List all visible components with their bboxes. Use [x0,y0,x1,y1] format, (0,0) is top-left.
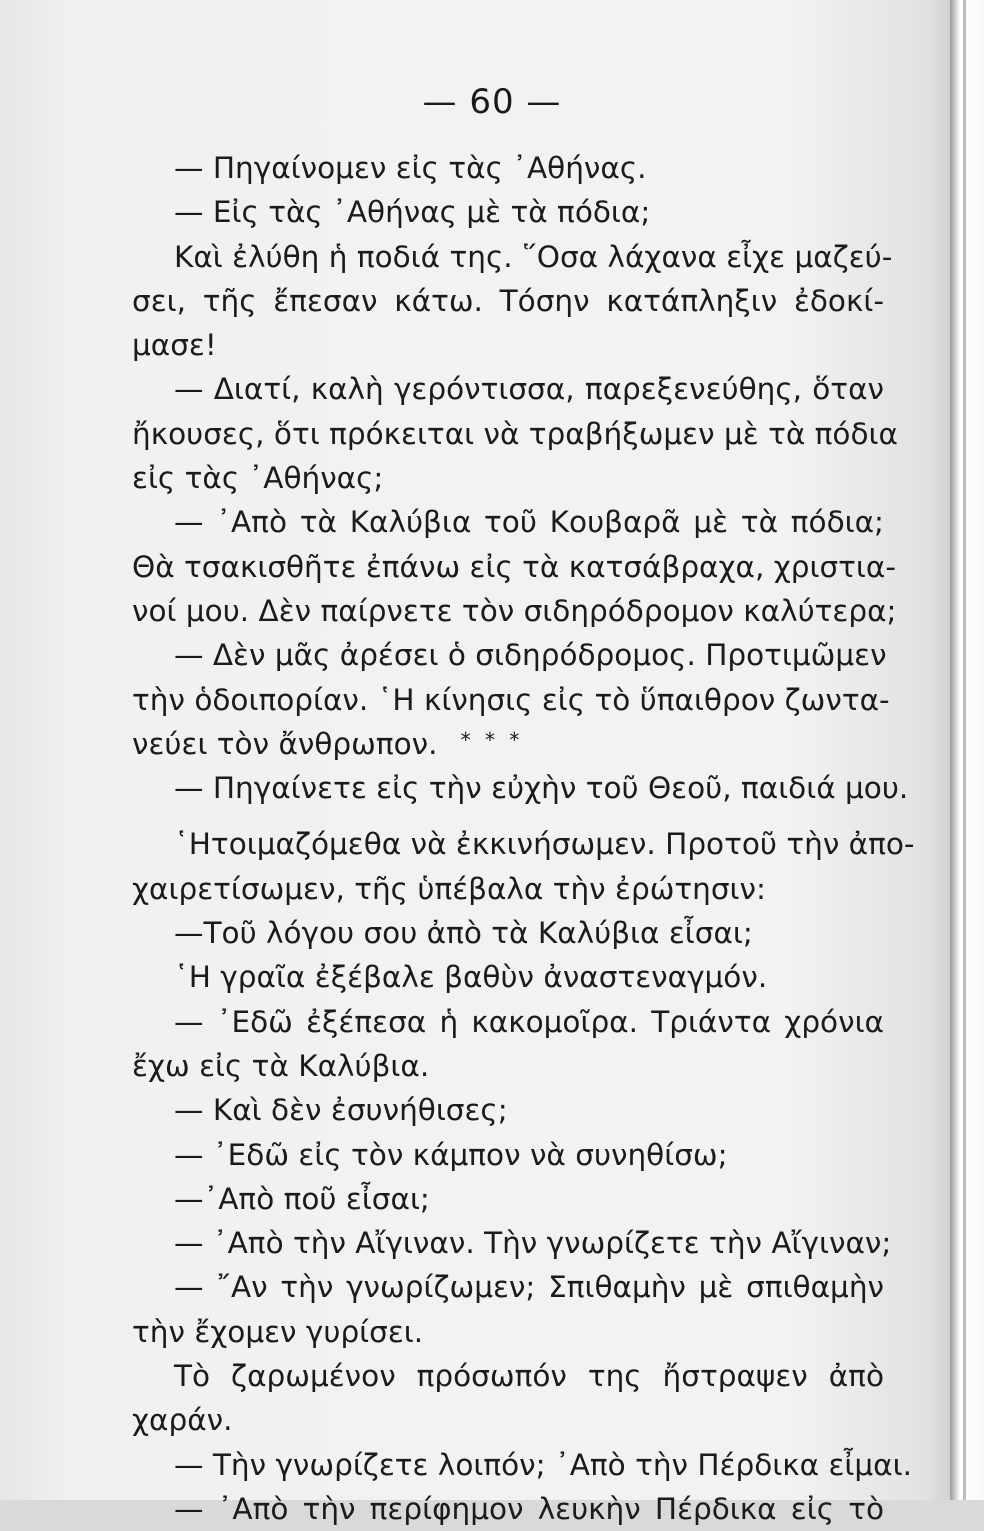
text-line: χαιρετίσωμεν, τῆς ὑπέβαλα τὴν ἐρώτησιν: [132,871,766,906]
text-line: ῾Ητοιμαζόμεθα νὰ ἐκκινήσωμεν. Προτοῦ τὴν ἀπο- [174,827,915,862]
text-line: — ᾿Απὸ τὰ Καλύβια τοῦ Κουβαρᾶ μὲ τὰ πόδια; [174,505,884,540]
text-line: ῾Η γραῖα ἐξέβαλε βαθὺν ἀναστεναγμόν. [174,960,768,995]
spine-shadow-line [963,0,966,1500]
text-line: Θὰ τσακισθῆτε ἐπάνω εἰς τὰ κατσάβραχα, χριστια- [132,549,897,584]
text-line: —᾿Απὸ ποῦ εἶσαι; [174,1181,430,1216]
text-line: ἤκουσες, ὅτι πρόκειται νὰ τραβήξωμεν μὲ τὰ πόδια [132,416,898,451]
body-text [132,146,915,1531]
text-line: — ᾿Απὸ τὴν Αἴγιναν. Τὴν γνωρίζετε τὴν Αἴγιναν; [174,1226,892,1261]
text-line: — ῎Αν τὴν γνωρίζωμεν; Σπιθαμὴν μὲ σπιθαμὴν [174,1270,884,1305]
page-spine-edge [950,0,984,1500]
text-line: — Εἰς τὰς ᾿Αθήνας μὲ τὰ πόδια; [174,195,651,230]
section-separator: * * * [460,728,524,752]
page-number: — 60 — [422,82,562,122]
text-line: σει, τῆς ἔπεσαν κάτω. Τόσην κατάπληξιν ἐδοκί- [132,283,884,318]
text-line: — Καὶ δὲν ἐσυνήθισες; [174,1093,508,1128]
text-line: —Τοῦ λόγου σου ἀπὸ τὰ Καλύβια εἶσαι; [174,916,753,951]
text-line: — ᾿Απὸ τὴν περίφημον λευκὴν Πέρδικα εἰς τὸ [174,1491,884,1526]
text-line: — Πηγαίνετε εἰς τὴν εὐχὴν τοῦ Θεοῦ, παιδιά μου. [174,771,909,806]
text-line: νεύει τὸν ἄνθρωπον. [132,726,438,761]
text-line: τὴν ὁδοιπορίαν. ῾Η κίνησις εἰς τὸ ὕπαιθρον ζωντα- [132,682,890,717]
text-line: — ᾿Εδῶ εἰς τὸν κάμπον νὰ συνηθίσω; [174,1137,728,1172]
text-line: τὴν ἔχομεν γυρίσει. [132,1314,424,1349]
text-line: — Δὲν μᾶς ἀρέσει ὁ σιδηρόδρομος. Προτιμῶμεν [174,638,887,673]
text-line: — ᾿Εδῶ ἐξέπεσα ἡ κακομοῖρα. Τριάντα χρόνια [174,1004,884,1039]
text-line: Τὸ ζαρωμένον πρόσωπόν της ἤστραψεν ἀπὸ [174,1359,884,1394]
text-line: — Τὴν γνωρίζετε λοιπόν; ᾿Απὸ τὴν Πέρδικα εἶμαι. [174,1447,912,1482]
text-line: — Διατί, καλὴ γερόντισσα, παρεξενεύθης, ὅταν [174,372,884,407]
text-line: εἰς τὰς ᾿Αθήνας; [132,461,384,496]
text-line: μασε! [132,328,217,363]
text-line: χαράν. [132,1403,233,1438]
text-line: νοί μου. Δὲν παίρνετε τὸν σιδηρόδρομον καλύτερα; [132,593,897,628]
text-line: ἔχω εἰς τὰ Καλύβια. [132,1048,430,1083]
text-line: Καὶ ἐλύθη ἡ ποδιά της. ῞Οσα λάχανα εἶχε μαζεύ- [174,239,893,274]
text-line: — Πηγαίνομεν εἰς τὰς ᾿Αθήνας. [174,151,647,185]
